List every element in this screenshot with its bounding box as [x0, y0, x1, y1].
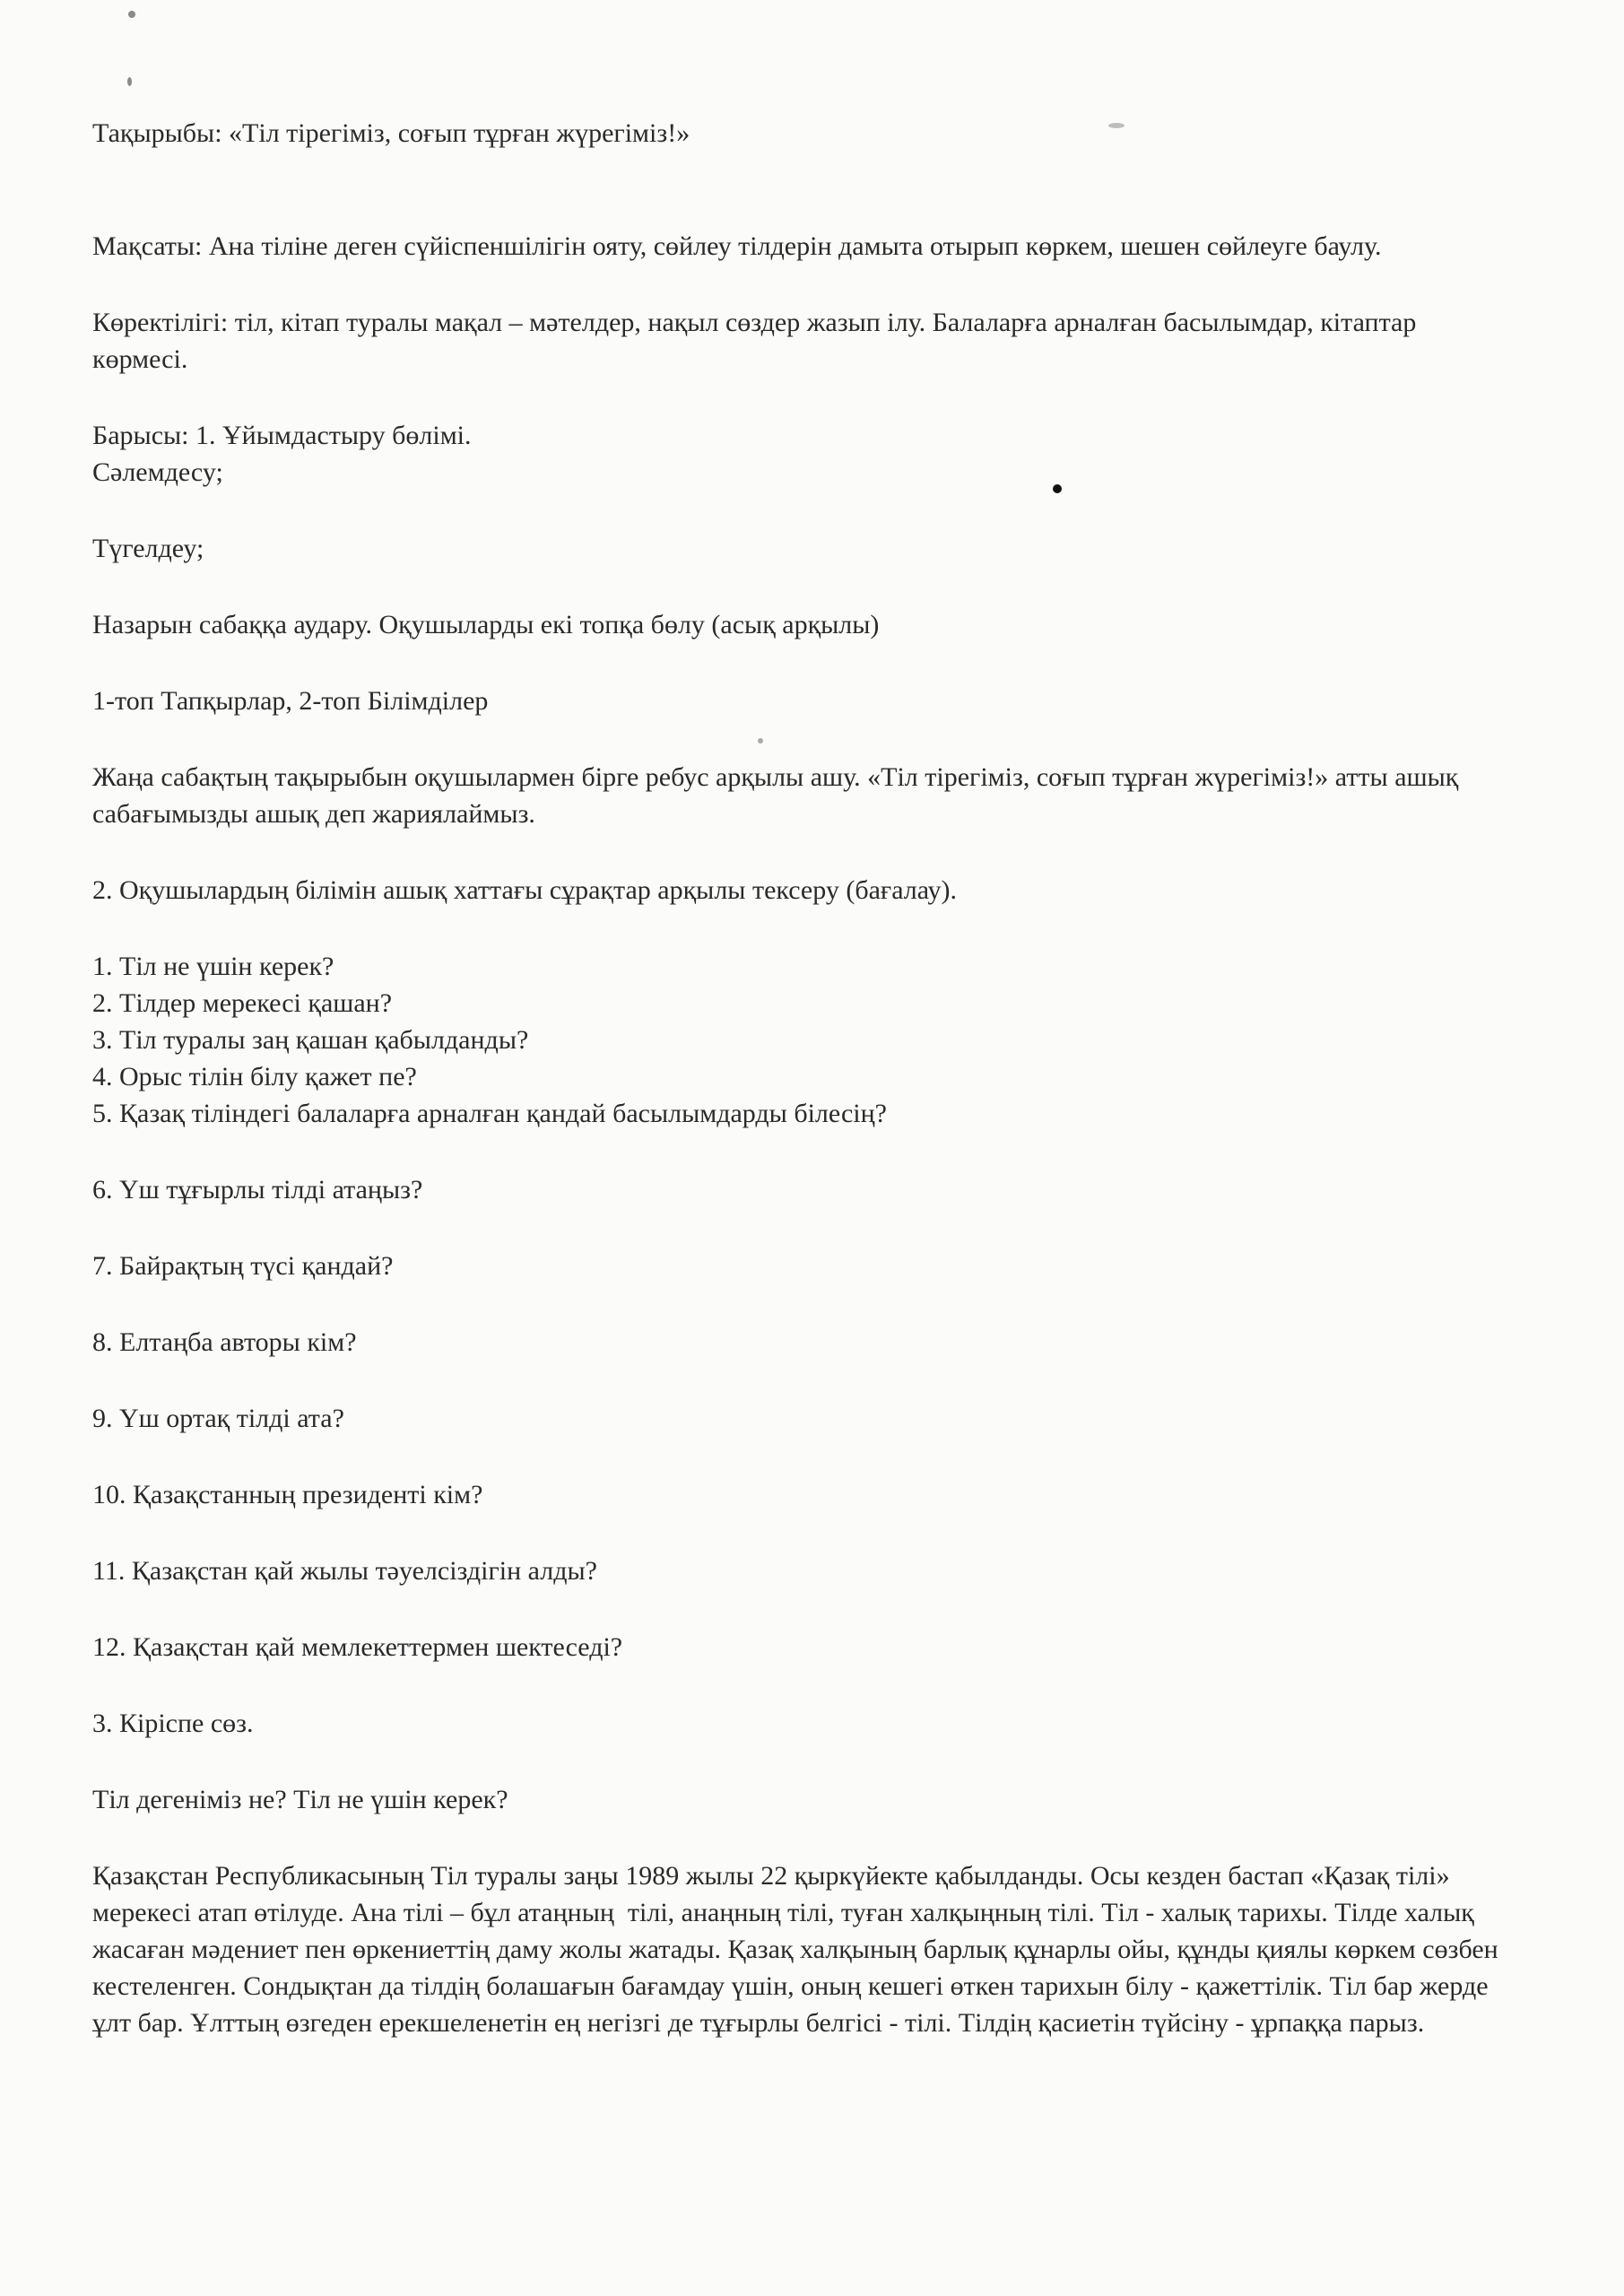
scan-speck [128, 11, 135, 18]
question-list [92, 948, 1545, 1132]
visual-aids-paragraph: Көректілігі: тіл, кітап туралы мақал – мәтелдер, нақыл сөздер жазып ілу. Балаларға арналған басылымдар, кітаптар көрмесі. [92, 308, 1423, 374]
topic-intro-paragraph: Жаңа сабақтың тақырыбын оқушылармен бірге ребус арқылы ашу. «Тіл тірегіміз, соғып тұрған жүрегіміз!» атты ашық сабағымызды ашық деп жариялаймыз. [92, 762, 1465, 829]
question-item: 2. Тілдер мерекесі қашан? [92, 988, 393, 1018]
roll-call-line: Түгелдеу; [92, 534, 204, 563]
question-item: 11. Қазақстан қай жылы тәуелсіздігін алды? [92, 1556, 597, 1586]
final-paragraph: Қазақстан Республикасының Тіл туралы заңы 1989 жылы 22 қыркүйекте қабылданды. Осы кезден бастап «Қазақ тілі» мерекесі атап өтілуде. Ана тілі – бұл атаңның тілі, анаңның тілі, туған халқыңның тілі. Тіл - халық тарихы. Тілде халық жасаған мәдениет пен өркениеттің даму жолы жатады. Қазақ халқының барлық құнарлы ойы, құнды қиялы көркем сөзбен кестеленген. Сондықтан да тілдің болашағын бағамдау үшін, оның кешегі өткен тарихын білу - қажеттілік. Тіл бар жерде ұлт бар. Ұлттың өзгеден ерекшеленетін ең негізгі де тұғырлы белгісі - тілі. Тілдің қасиетін түйсіну - ұрпаққа парыз. [92, 1861, 1506, 2038]
groups-line: 1-топ Тапқырлар, 2-топ Білімділер [92, 686, 489, 716]
question-item: 3. Тіл туралы заң қашан қабылданды? [92, 1025, 529, 1055]
question-item: 5. Қазақ тіліндегі балаларға арналған қандай басылымдарды білесің? [92, 1099, 887, 1128]
question-item: 8. Елтаңба авторы кім? [92, 1327, 357, 1357]
scan-speck [127, 77, 132, 86]
intro-question-line: Тіл дегеніміз не? Тіл не үшін керек? [92, 1785, 508, 1814]
section-2-heading: 2. Оқушылардың білімін ашық хаттағы сұрақтар арқылы тексеру (бағалау). [92, 875, 958, 905]
question-item: 9. Үш ортақ тілді ата? [92, 1404, 344, 1433]
question-item: 12. Қазақстан қай мемлекеттермен шектеседі? [92, 1632, 623, 1662]
question-item: 6. Үш тұғырлы тілді атаңыз? [92, 1175, 423, 1205]
question-item: 10. Қазақстанның президенті кім? [92, 1480, 483, 1509]
document-title: Тақырыбы: «Тіл тірегіміз, соғып тұрған жүрегіміз!» [92, 118, 690, 148]
question-item: 7. Байрақтың түсі қандай? [92, 1251, 394, 1281]
question-item: 1. Тіл не үшін керек? [92, 952, 334, 981]
section-3-heading: 3. Кіріспе сөз. [92, 1709, 254, 1738]
goal-paragraph: Мақсаты: Ана тіліне деген сүйіспеншілігін ояту, сөйлеу тілдерін дамыта отырып көркем, шешен сөйлеуге баулу. [92, 231, 1382, 261]
attention-line: Назарын сабаққа аудару. Оқушыларды екі топқа бөлу (асық арқылы) [92, 610, 880, 639]
greeting-line: Сәлемдесу; [92, 457, 223, 487]
progress-line: Барысы: 1. Ұйымдастыру бөлімі. [92, 421, 472, 450]
document-body [92, 115, 1545, 2041]
question-item: 4. Орыс тілін білу қажет пе? [92, 1062, 417, 1091]
